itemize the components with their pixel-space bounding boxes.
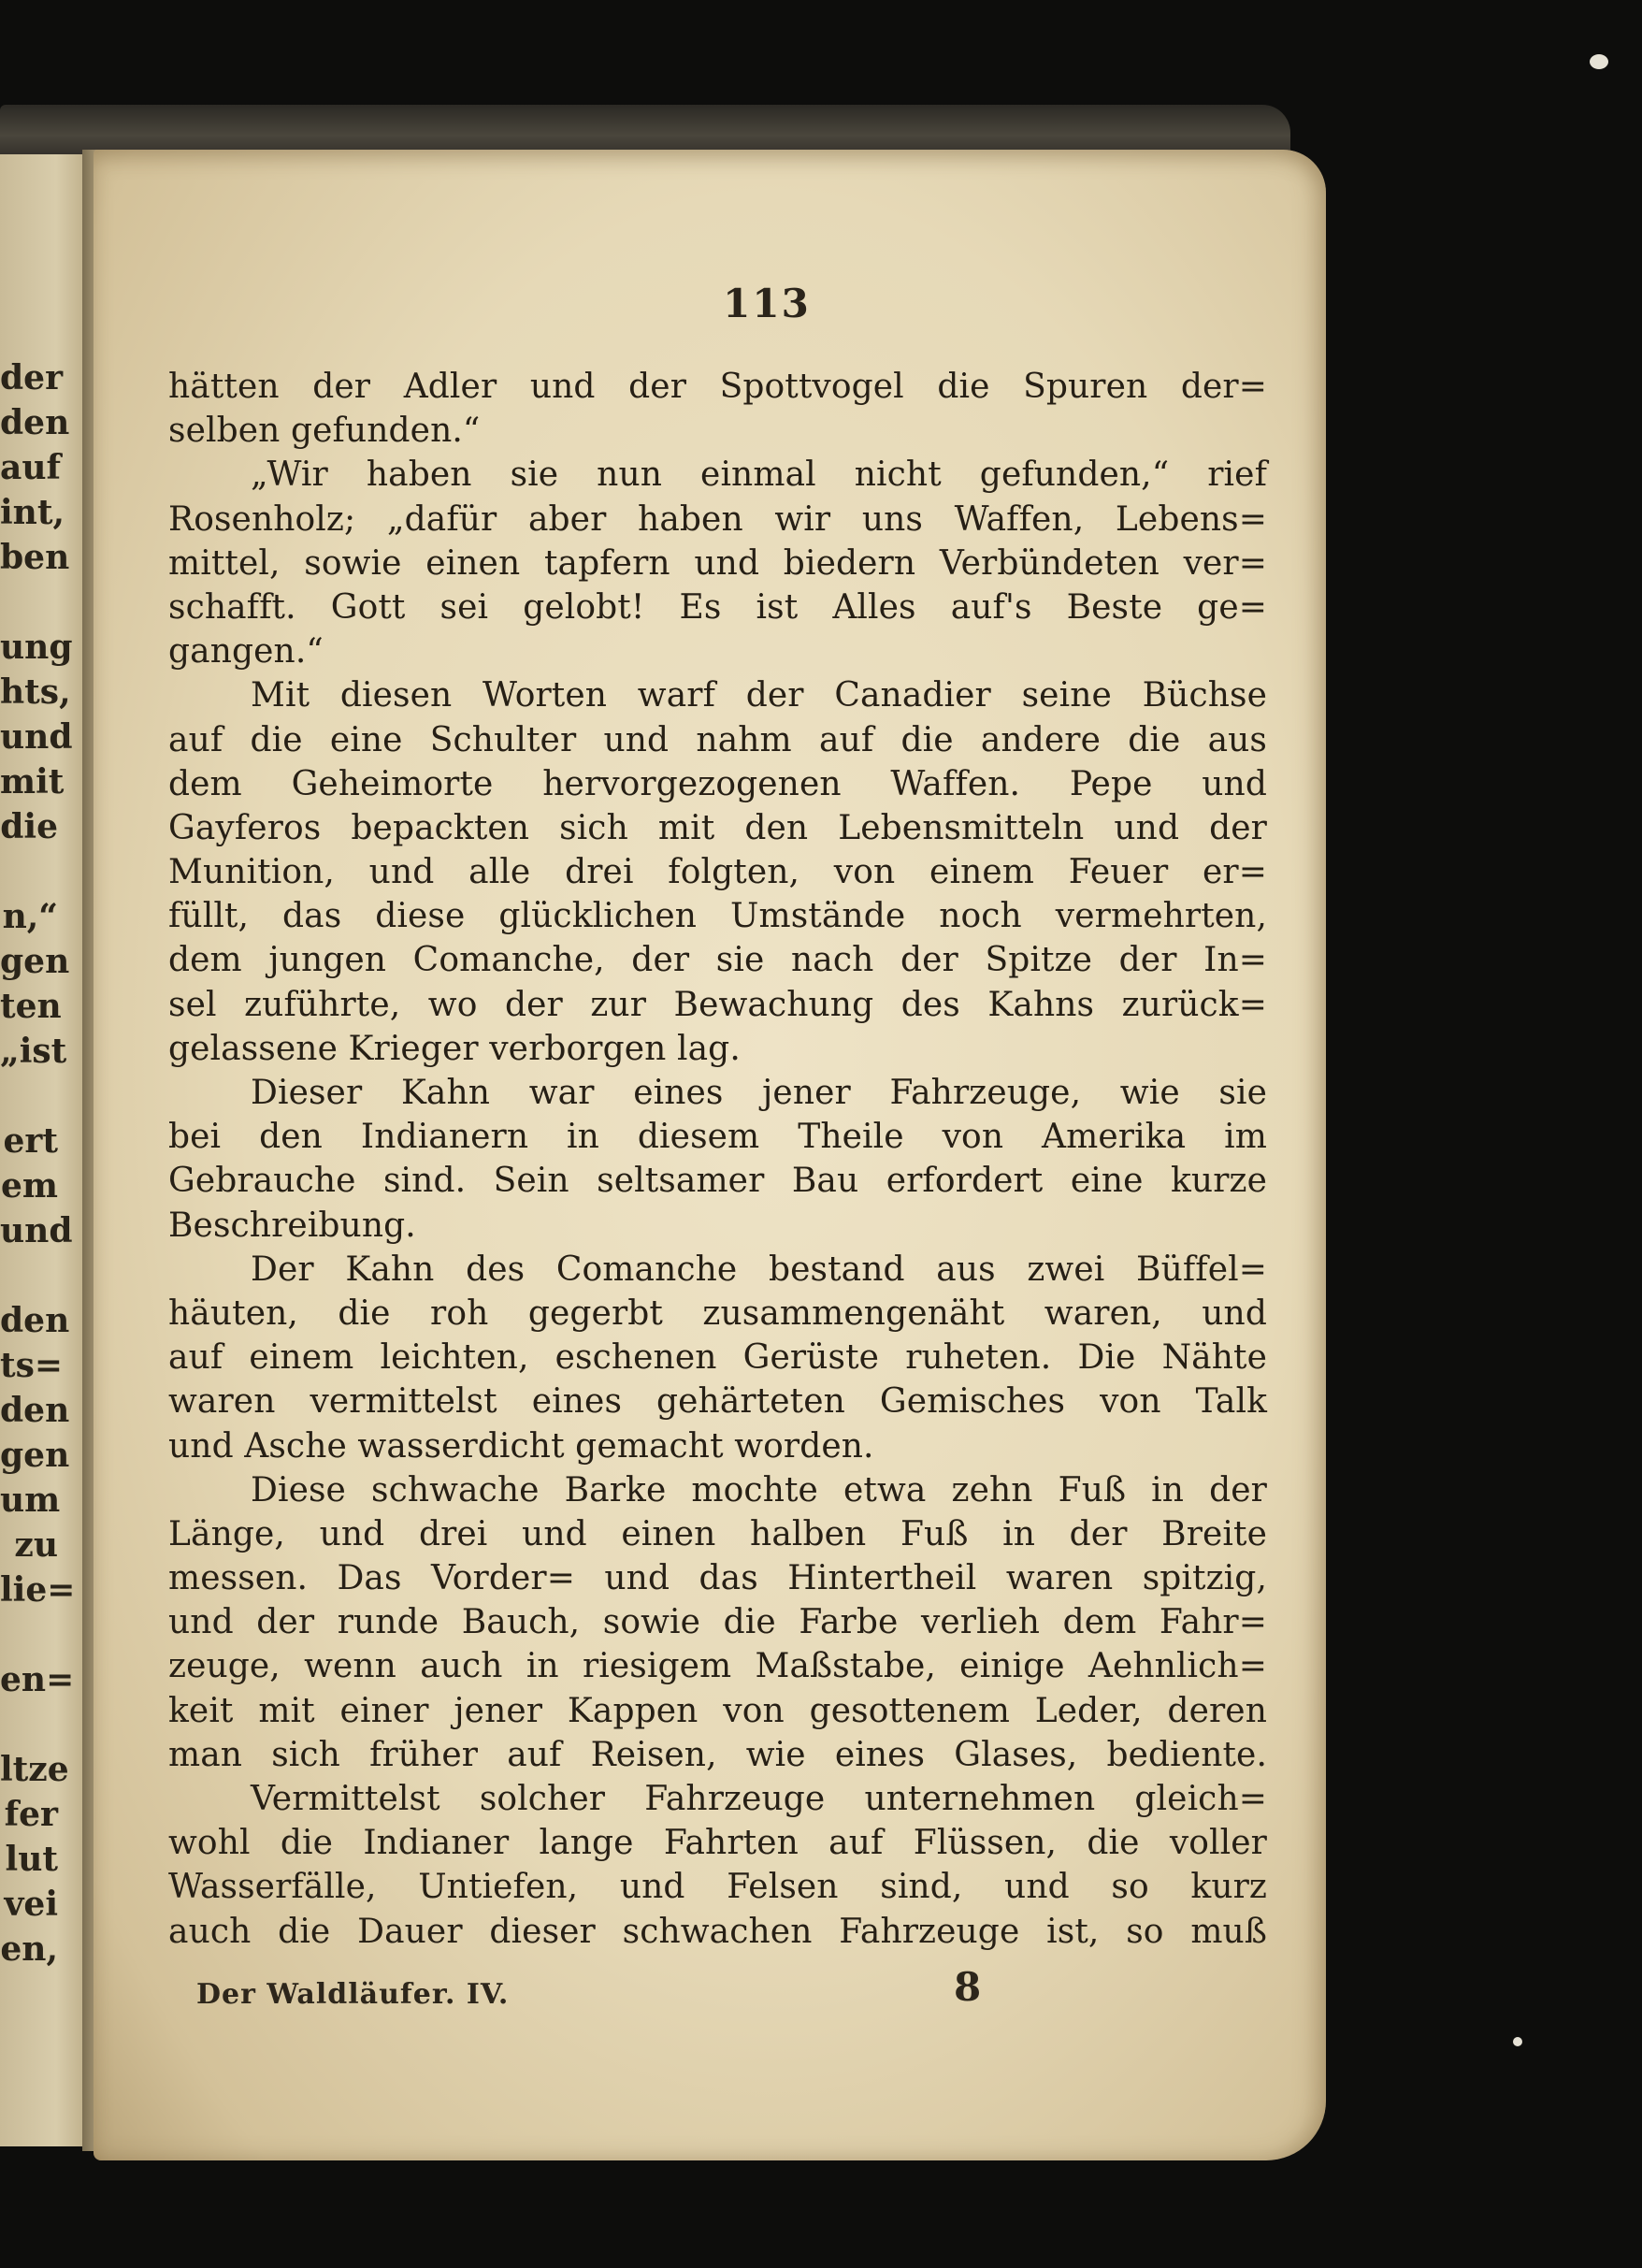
left-fragment [0,580,58,625]
left-fragment [0,1702,58,1747]
left-fragment [0,1074,58,1119]
left-fragment: lut [5,1840,58,1879]
text-line: wohl die Indianer lange Fahrten auf Flüssen, die voller [168,1824,1267,1863]
text-line: waren vermittelst eines gehärteten Gemisches von Talk [168,1382,1267,1422]
left-fragment: der [0,358,64,397]
left-fragment: auf [0,448,61,487]
text-line: mittel, sowie einen tapfern und biedern Verbündeten ver= [168,543,1267,583]
left-fragment: lie= [0,1570,76,1610]
dust-speck [1590,54,1608,69]
left-fragment: vei [4,1885,58,1924]
left-fragment: en= [0,1660,75,1699]
text-line: dem jungen Comanche, der sie nach der Spitze der In= [168,941,1267,980]
text-line: und Asche wasserdicht gemacht worden. [168,1426,874,1466]
text-line: Gayferos bepackten sich mit den Lebensmitteln und der [168,808,1267,847]
left-fragment: den [0,1301,70,1340]
text-line: Beschreibung. [168,1206,416,1245]
text-line: messen. Das Vorder= und das Hintertheil waren spitzig, [168,1559,1267,1598]
text-line: Wasserfälle, Untiefen, und Felsen sind, und so kurz [168,1868,1267,1907]
left-fragment: ben [0,538,70,577]
text-line: auch die Dauer dieser schwachen Fahrzeuge ist, so muß [168,1912,1267,1951]
text-line: auf die eine Schulter und nahm auf die andere die aus [168,720,1267,759]
text-line: häuten, die roh gegerbt zusammengenäht waren, und [168,1293,1267,1333]
left-fragment: und [0,1211,73,1250]
text-line: gelassene Krieger verborgen lag. [168,1029,741,1068]
text-line: selben gefunden.“ [168,412,481,451]
signature-mark: 8 [954,1964,982,2010]
text-line: auf einem leichten, eschenen Gerüste ruheten. Die Nähte [168,1338,1267,1378]
left-fragment: ten [0,987,62,1026]
footer-book-title: Der Waldläufer. IV. [196,1978,510,2011]
dust-speck [1513,2037,1522,2046]
text-line: Rosenholz; „dafür aber haben wir uns Waffen, Lebens= [168,499,1267,539]
left-fragment: den [0,403,70,442]
right-page [94,150,1326,2160]
text-line: sel zuführte, wo der zur Bewachung des Kahns zurück= [168,985,1267,1024]
left-fragment: fer [4,1795,58,1834]
text-line: und der runde Bauch, sowie die Farbe verlieh dem Fahr= [168,1603,1267,1642]
left-fragment: gen [0,1436,70,1475]
left-fragment: em [1,1166,58,1206]
left-fragment: „ist [0,1032,67,1071]
left-page-text-fragments [0,355,76,1972]
text-line: man sich früher auf Reisen, wie eines Glases, bediente. [168,1735,1267,1774]
left-fragment [0,1612,58,1657]
text-line: Gebrauche sind. Sein seltsamer Bau erfordert eine kurze [168,1162,1267,1201]
text-line: dem Geheimorte hervorgezogenen Waffen. Pepe und [168,764,1267,803]
text-line: keit mit einer jener Kappen von gesottenem Leder, deren [168,1691,1267,1730]
left-fragment: ltze [0,1750,69,1789]
left-fragment: int, [0,493,65,532]
text-line: füllt, das diese glücklichen Umstände noch vermehrten, [168,897,1267,936]
left-fragment: um [0,1481,61,1520]
text-line: Vermittelst solcher Fahrzeuge unternehmen gleich= [251,1780,1267,1818]
text-line: Mit diesen Worten warf der Canadier seine Büchse [251,676,1267,715]
text-line: Dieser Kahn war eines jener Fahrzeuge, wie sie [251,1074,1267,1112]
left-fragment: gen [0,942,70,981]
text-line: schafft. Gott sei gelobt! Es ist Alles auf's Beste ge= [168,587,1267,627]
left-fragment: en, [0,1929,58,1969]
left-fragment: n,“ [2,897,58,936]
text-line: zeuge, wenn auch in riesigem Maßstabe, einige Aehnlich= [168,1647,1267,1686]
text-line: Munition, und alle drei folgten, von einem Feuer er= [168,853,1267,892]
left-fragment: zu [14,1525,58,1565]
left-fragment [0,849,58,894]
body-text [168,365,1267,1954]
left-fragment: den [0,1391,70,1430]
page-number: 113 [723,281,811,326]
left-fragment: und [0,717,73,757]
left-fragment: hts, [0,672,71,712]
left-fragment [0,1253,58,1298]
text-line: bei den Indianern in diesem Theile von Amerika im [168,1118,1267,1157]
left-fragment: mit [0,762,65,802]
left-fragment: ert [3,1121,58,1161]
text-line: Länge, und drei und einen halben Fuß in der Breite [168,1514,1267,1553]
left-page-edge [0,154,94,2146]
text-line: gangen.“ [168,632,324,672]
text-line: Diese schwache Barke mochte etwa zehn Fuß in der [251,1470,1267,1510]
left-fragment: die [0,807,58,846]
text-line: Der Kahn des Comanche bestand aus zwei Büffel= [251,1250,1267,1289]
left-fragment: ung [0,628,73,667]
left-fragment: ts= [0,1346,64,1385]
text-line: „Wir haben sie nun einmal nicht gefunden,“ rief [251,455,1267,495]
text-line: hätten der Adler und der Spottvogel die Spuren der= [168,368,1267,406]
